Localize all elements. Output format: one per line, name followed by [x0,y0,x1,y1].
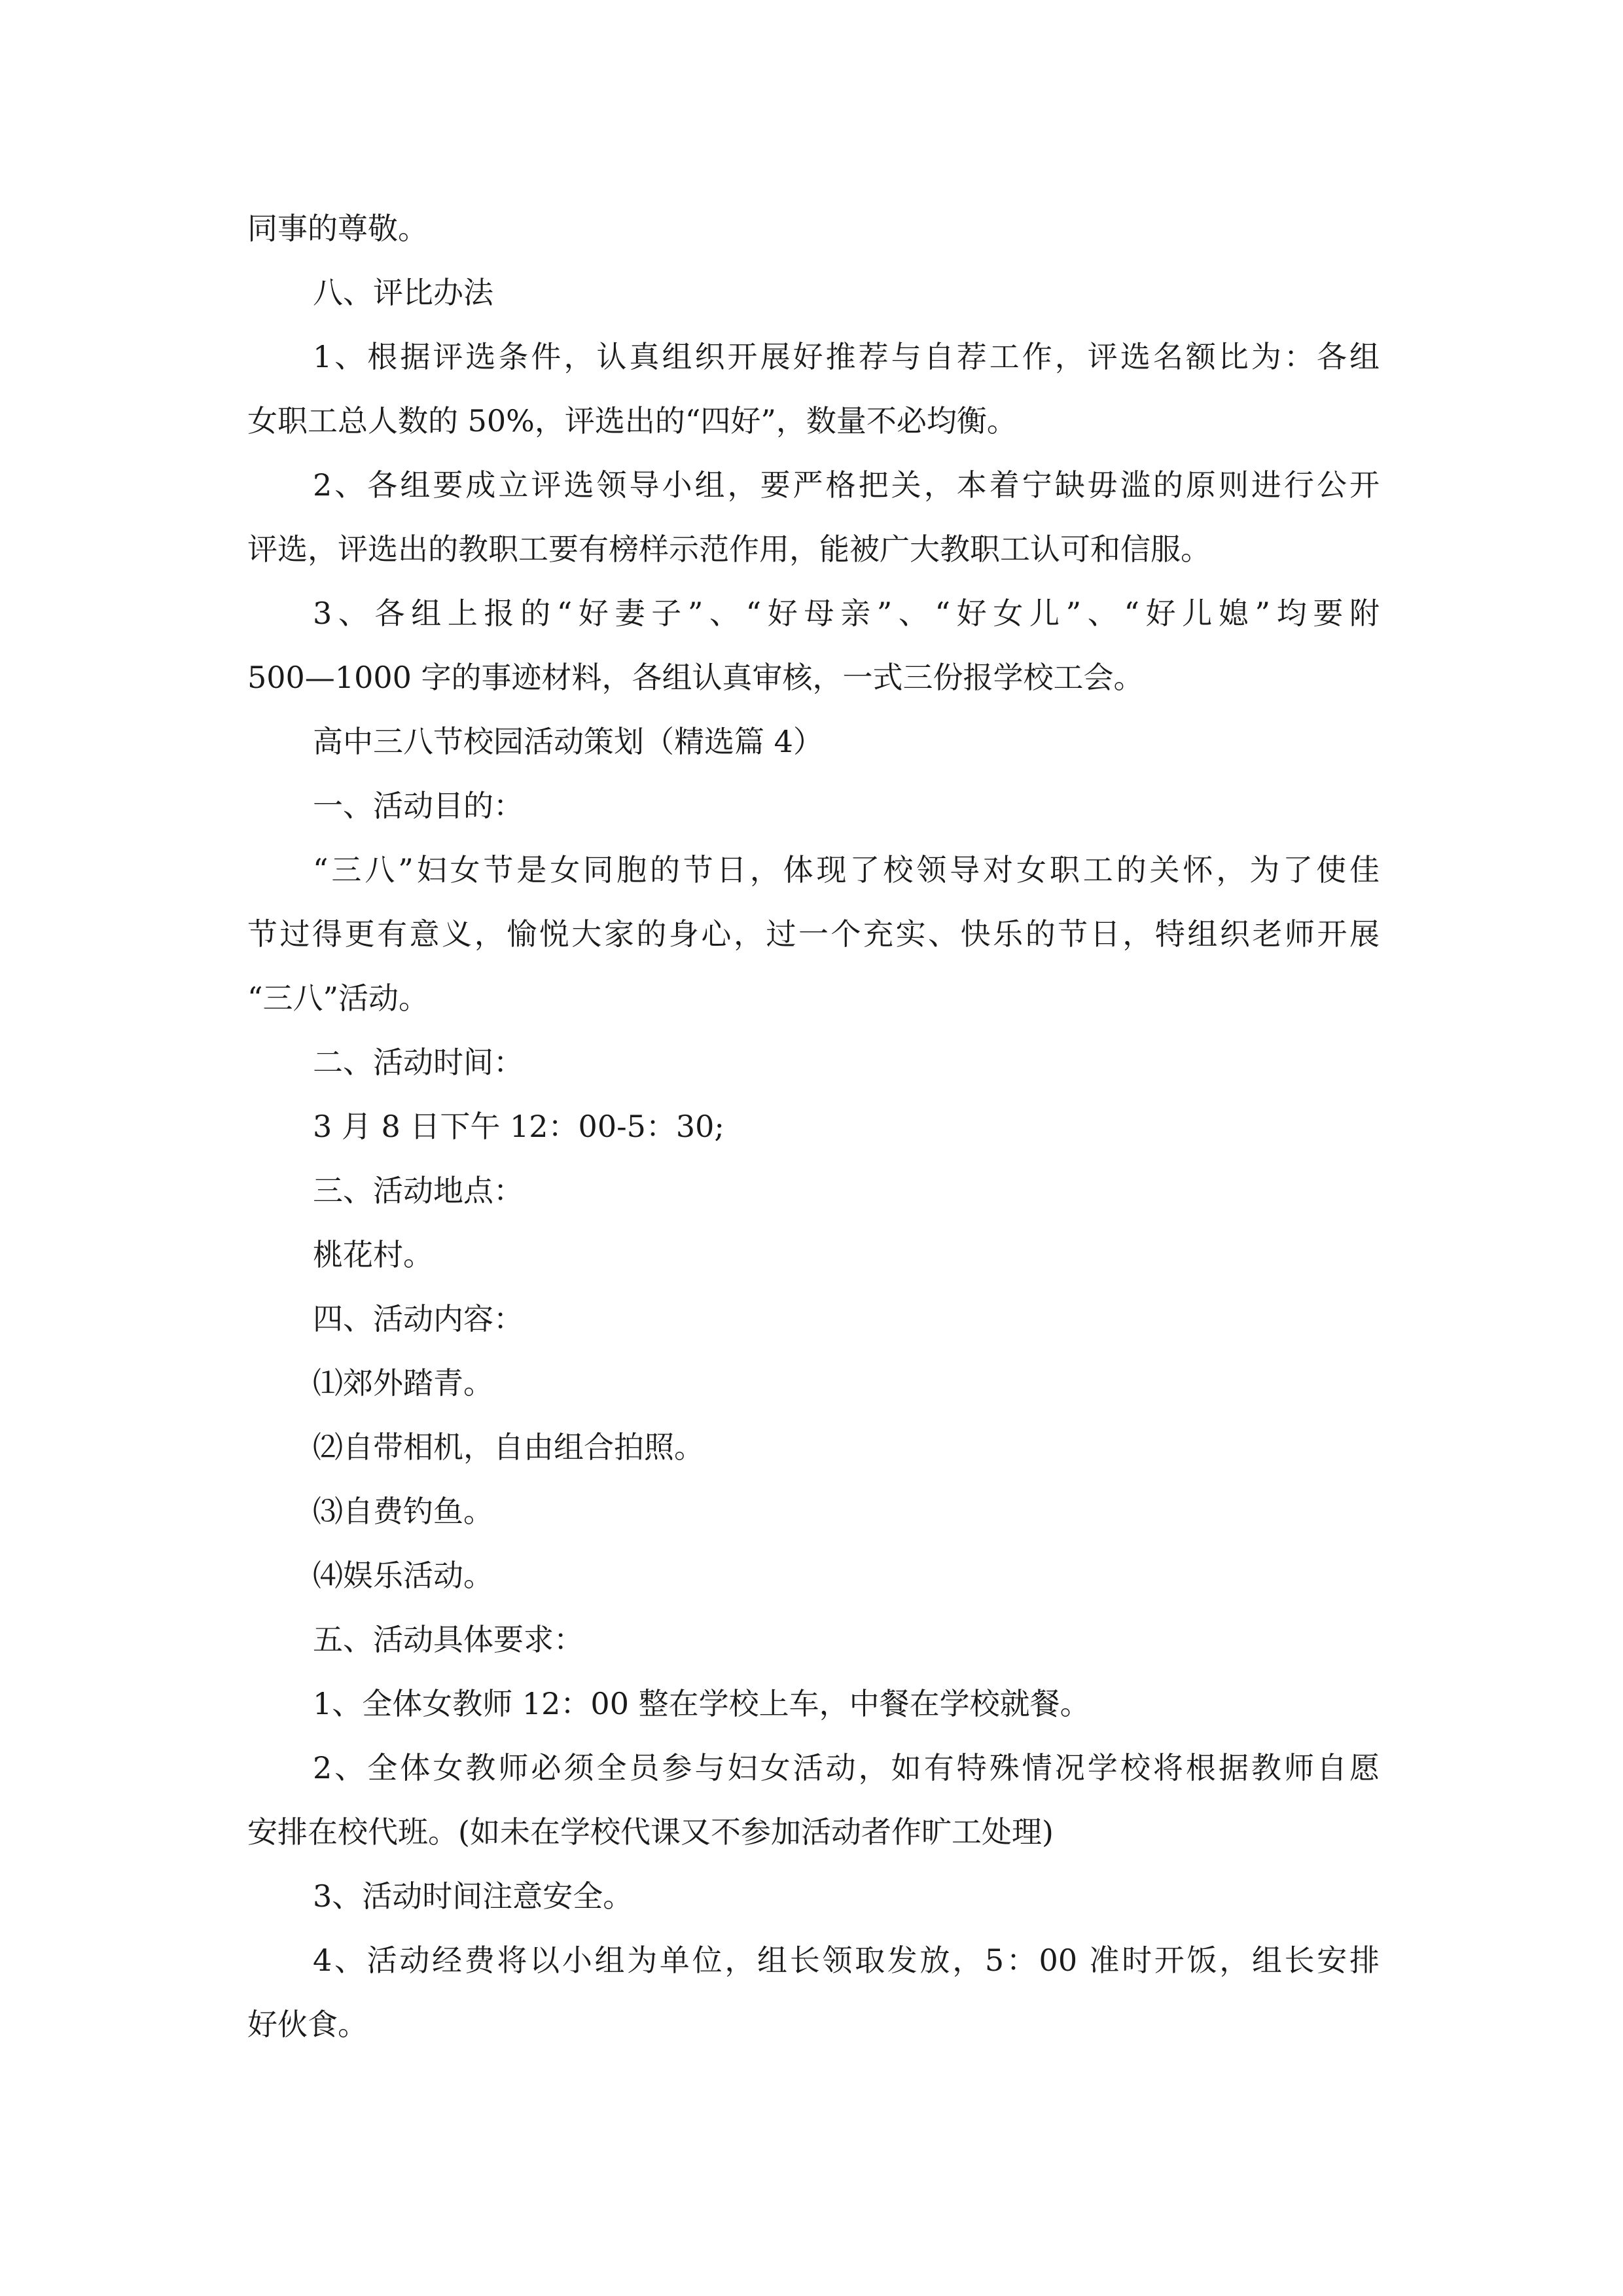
text-line: “三八”活动。 [247,980,429,1016]
list-item: ⑶自费钓鱼。 [313,1494,493,1529]
text-line: 500—1000 字的事迹材料，各组认真审核，一式三份报学校工会。 [247,660,1144,695]
text-line: 节过得更有意义，愉悦大家的身心，过一个充实、快乐的节日，特组织老师开展 [247,916,1380,952]
document-body [247,196,1380,2056]
text-line: 2、全体女教师必须全员参与妇女活动，如有特殊情况学校将根据教师自愿 [313,1750,1380,1785]
text-line: 好伙食。 [247,2007,368,2042]
section-heading: 一、活动目的： [313,788,524,823]
text-line: 同事的尊敬。 [247,211,428,246]
list-item: ⑵自带相机，自由组合拍照。 [313,1429,704,1465]
text-line: 3 月 8 日下午 12：00-5：30; [313,1109,724,1144]
text-line: 桃花村。 [313,1237,433,1272]
text-line: “三八”妇女节是女同胞的节日，体现了校领导对女职工的关怀，为了使佳 [313,852,1380,888]
section-heading: 八、评比办法 [313,275,493,310]
text-line: 评选，评选出的教职工要有榜样示范作用，能被广大教职工认可和信服。 [247,531,1211,567]
article-title: 高中三八节校园活动策划（精选篇 4） [313,724,823,759]
text-line: 3、活动时间注意安全。 [313,1878,633,1914]
section-heading: 五、活动具体要求： [313,1622,584,1657]
text-line: 安排在校代班。(如未在学校代课又不参加活动者作旷工处理) [247,1814,1054,1850]
text-line: 4、活动经费将以小组为单位，组长领取发放，5：00 准时开饭，组长安排 [313,1943,1380,1978]
text-line: 1、全体女教师 12：00 整在学校上车，中餐在学校就餐。 [313,1686,1090,1721]
section-heading: 四、活动内容： [313,1301,524,1336]
section-heading: 三、活动地点： [313,1173,524,1208]
text-line: 女职工总人数的 50%，评选出的“四好”，数量不必均衡。 [247,403,1017,439]
list-item: ⑷娱乐活动。 [313,1558,493,1593]
text-line: 2、各组要成立评选领导小组，要严格把关，本着宁缺毋滥的原则进行公开 [313,467,1380,503]
text-line: 3、各组上报的“好妻子”、“好母亲”、“好女儿”、“好儿媳”均要附 [313,596,1380,631]
text-line: 1、根据评选条件，认真组织开展好推荐与自荐工作，评选名额比为：各组 [313,339,1380,374]
list-item: ⑴郊外踏青。 [313,1365,493,1401]
section-heading: 二、活动时间： [313,1045,524,1080]
